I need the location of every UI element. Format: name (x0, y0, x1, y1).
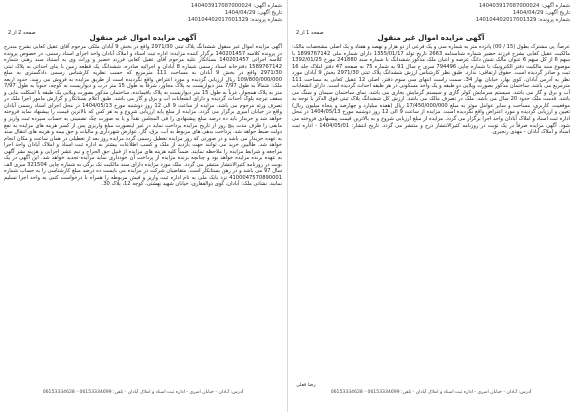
page-one-column (288, 0, 576, 412)
ad-metadata (292, 3, 570, 24)
ad-metadata (4, 3, 282, 24)
ad-date: تاریخ آگهی: 1404/04/29 (224, 10, 282, 16)
footer-address: آدرس: آبادان - خیابان امیری - اداره ثبت اسناد و املاک آبادان - تلفن: 06153334699 - 06153334628 (42, 390, 244, 395)
file-number: شماره پرونده: 140104402017001329 (187, 17, 282, 23)
signature: رضا فعلی (296, 383, 316, 388)
ad-number: شماره آگهی: 140403917087000024 (478, 3, 570, 9)
announcement-body: عرصاً: پی مشترک بطول (15 / 00) پانزده متر به شماره سی و یک فرعی از دو هزار و نهصد و هفتاد و یک اصلی مشخصات مالک: مالکیت عقیل کعابی بشرح فرزند خضیر شماره شناسنامه 2663 تاریخ تولد 1355/01/17 دارای شماره ملی 1899767142 با سهم 6 از کل سهم 6 عنوان مالک شش دانگ عرصه و اعیان ملک مذکور ششدانگ با شماره سند 241880 مورخ 1392/01/25 موضوع سند مالکیت دفتر الکترونیک با شماره چاپی 794496 سری ج سال 91 به شماره 75 به صفحه 47 دفتر املاک جلد 16 ثبت و صادر گردیده است. حقوق ارتفاقی: ندارد. طبق نظر کارشناس ارزش ششدانگ پلاک ثبتی 2971/30 بخش 9 آبادان مورد نظر به آدرس آبادان، کوی بهار، خیابان بهار 34، سمت راست انتهای سی سوم دفتر، اصلی 12 عقیل کعابی به مساحت 111 مترمربع می باشد. ساختمان مذکور بصورت ویلایی دو طبقه و یک واحد مسکونی در هر طبقه احداث گردیده است. دارای انشعابات آب و برق و گاز می باشد. سیستم سرمایش کولر گازی و سیستم گرمایش بخاری می باشد. نمای ساختمان سیمان و سنگ می باشد. قدمت ملک حدود 20 سال می باشد. ملک در تصرف مالک می باشد. ارزش کل ششدانگ پلاک ثبتی فوق الذکر با توجه به موقعیت، کاربری، مساحت و سایر عوامل موثر به مبلغ 17/450/000/000 ریال (هفده میلیارد و چهارصد و پنجاه میلیون ریال) تعیین و ارزیابی گردیده و مورد اعتراض واقع نگردیده است. مزایده از ساعت 9 الی 12 روز دوشنبه مورخ 1404/05/13 در محل اداره ثبت اسناد و املاک آبادان واحد اجرا برگزار می گردد. مزایده از مبلغ ارزیابی شروع و به بالاترین قیمت پیشنهادی فروخته می شود. آگهی مزایده صرفاً در یک نوبت در روزنامه کثیرالانتشار درج و منتشر می گردد. تاریخ انتشار: 1404/05/01 - اداره ثبت اسناد و املاک آبادان - مهدی رنجبری. (292, 44, 571, 136)
page-number: صفحه 1 از 2 (296, 30, 324, 36)
file-number: شماره پرونده: 140104402017001329 (475, 17, 570, 23)
announcement-body: آگهی مزایده اموال غیر منقول ششدانگ پلاک ثبتی 2971/30 واقع در بخش 9 آبادان ملکی مرحوم آقای عقیل کعابی بشرح مندرج در پرونده کلاسه 140201457 برگزار کننده مزایده: اداره ثبت اسناد و املاک آبادان واحد اجرای اسناد رسمی. در خصوص پرونده کلاسه اجرائی 140201457 بستانکار علیه مرحوم آقای عقیل کعابی فرزند خضیر و وراث وی به استناد سند رهنی شماره 1589767142 دفترخانه اسناد رسمی شماره 8 آبادان و اجرائیه صادره، ششدانگ یک قطعه زمین با بنای احداثی به پلاک ثبتی 2971/30 واقع در بخش 9 آبادان به مساحت 111 مترمربع که حسب نظریه کارشناس رسمی دادگستری به مبلغ 109/800/000/000 ریال ارزیابی گردیده و مورد اعتراض واقع نگردیده است از طریق مزایده به فروش می رسد. حدود اربعه ملک: شمالاً به طول 7/97 متر دیواریست به پلاک مجاور، شرقاً به طول 15 متر درب و دیواریست به کوچه، جنوباً به طول 7/97 متر به پلاک همجوار، غرباً به طول 15 متر دیواریست به پلاک باقیمانده. ساختمان مذکور بصورت ویلایی یک طبقه با اسکلت بنایی و سقف تیرچه بلوک احداث گردیده و دارای انشعابات آب و برق و گاز می باشد. طبق اعلام بستانکار و گزارش مامور اجرا ملک در تصرف ورثه مرحوم می باشد. مزایده از ساعت 9 الی 12 روز دوشنبه مورخ 1404/05/13 در محل اجرای اسناد رسمی آبادان واقع در خیابان امیری برگزار می گردد. مزایده از مبلغ پایه ارزیابی شروع و به هر کس که بالاترین قیمت را پیشنهاد نماید فروخته خواهد شد و خریدار باید ده درصد مبلغ پیشنهادی را فی المجلس نقداً و یا به صورت چک تضمینی به حساب سپرده ثبت واریز و مابقی را ظرف مدت پنج روز از تاریخ مزایده پرداخت نماید در غیر اینصورت مبلغ واریزی پس از کسر هزینه های مزایده به نفع دولت ضبط خواهد شد. پرداخت بدهی های مربوط به آب، برق، گاز، عوارض شهرداری و مالیات و حق بیمه و هزینه های انتقال سند به عهده خریدار می باشد و در صورتی که روز مزایده تعطیل رسمی گردد مزایده روز بعد از تعطیلی در همان ساعت و مکان انجام خواهد شد. طالبین خرید می توانند جهت بازدید از ملک و کسب اطلاعات بیشتر به اداره ثبت اسناد و املاک آبادان واحد اجرا مراجعه و شرایط مزایده را ملاحظه نمایند. ضمناً کلیه هزینه های مزایده از قبیل حق الحراج و نیم عشر اجرایی و هزینه نشر آگهی به عهده برنده مزایده خواهد بود و چنانچه برنده مزایده از پرداخت آن خودداری نماید مزایده تجدید خواهد شد. این آگهی در یک نوبت در روزنامه کثیرالانتشار منتشر می گردد. ملک مورد مزایده دارای سند مالکیت تک برگی به شماره چاپی 321504 سری الف سال 97 می باشد و در رهن بستانکار است. متقاضیان شرکت در مزایده می بایست ده درصد مبلغ کارشناسی را به حساب شماره 4100047570890001 نزد بانک ملی به نام اداره ثبت واریز و فیش مربوطه را همراه با درخواست کتبی به واحد اجرا تسلیم نمایند. نشانی ملک: آبادان، کوی ذوالفقاری، خیابان شهید بهشتی، کوچه 12، پلاک 30. (4, 44, 283, 188)
page-title: آگهی مزایده اموال غیر منقول (377, 33, 485, 42)
ad-number: شماره آگهی: 140403917087000024 (190, 3, 282, 9)
footer-address: آدرس: آبادان - خیابان امیری - اداره ثبت اسناد و املاک آبادان - تلفن: 06153334699 - 06153334628 (330, 390, 532, 395)
ad-date: تاریخ آگهی: 1404/04/29 (512, 10, 570, 16)
page-title: آگهی مزایده اموال غیر منقول (89, 33, 197, 42)
page-number: صفحه 2 از 2 (8, 30, 36, 36)
